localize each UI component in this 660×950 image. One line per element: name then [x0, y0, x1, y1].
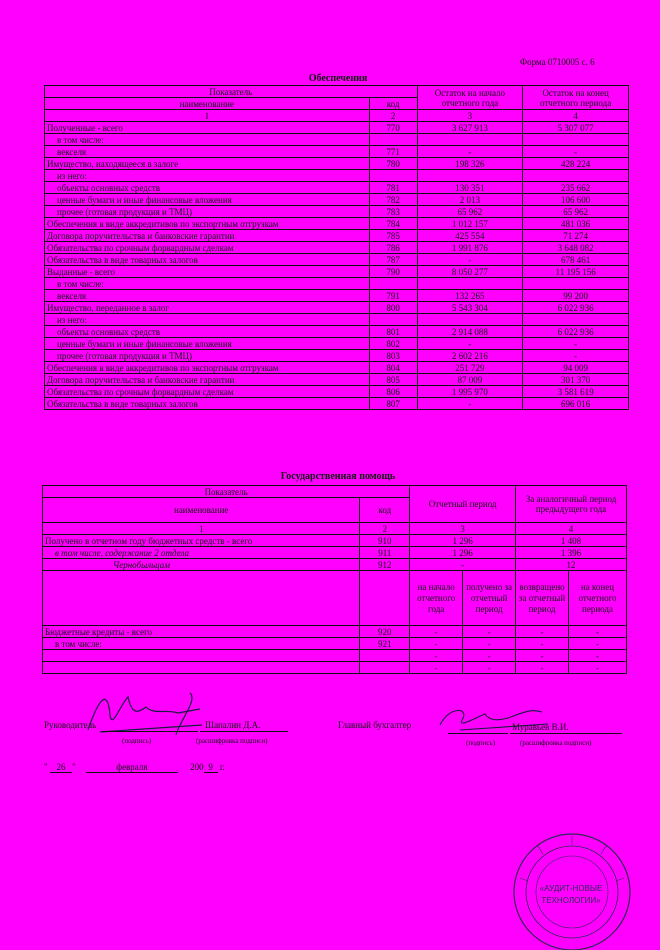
row-value: -	[410, 638, 463, 650]
row-name: Обязательства по срочным форвардным сделкам	[45, 242, 370, 254]
accountant-decode-caption: (расшифровка подписи)	[520, 739, 592, 747]
table-row	[45, 182, 629, 194]
table-row	[45, 194, 629, 206]
row-name: Обязательства в виде товарных залогов	[45, 254, 370, 266]
row-start	[417, 170, 523, 182]
accountant-sign-caption: (подпись)	[466, 739, 496, 747]
row-code: 785	[369, 230, 417, 242]
row-start: -	[417, 398, 523, 410]
col-number: 1	[43, 523, 360, 535]
row-value: 1 396	[516, 547, 627, 559]
table-row	[45, 398, 629, 410]
row-code: 787	[369, 254, 417, 266]
table-row	[45, 266, 629, 278]
row-end: -	[523, 146, 629, 158]
table-row	[45, 218, 629, 230]
row-start: 132 265	[417, 290, 523, 302]
row-code: 803	[369, 350, 417, 362]
row-code: 910	[360, 535, 410, 547]
row-code: 770	[369, 122, 417, 134]
table-row	[45, 326, 629, 338]
row-code: 780	[369, 158, 417, 170]
table-row	[45, 290, 629, 302]
row-code	[369, 314, 417, 326]
header-indicator: Показатель	[45, 86, 418, 98]
row-code: 791	[369, 290, 417, 302]
row-start: 425 554	[417, 230, 523, 242]
aid-header-indicator: Показатель	[43, 486, 410, 498]
table-row	[45, 242, 629, 254]
table-row	[45, 170, 629, 182]
row-start	[417, 278, 523, 290]
row-name: из него:	[45, 314, 370, 326]
row-code: 920	[360, 626, 410, 638]
table-row	[45, 374, 629, 386]
table-row	[45, 230, 629, 242]
row-name: Обязательства по срочным форвардным сделкам	[45, 386, 370, 398]
row-start: 251 729	[417, 362, 523, 374]
row-start: 2 013	[417, 194, 523, 206]
row-start: 3 627 913	[417, 122, 523, 134]
header-start-balance: Остаток на начало отчетного года	[417, 86, 523, 110]
table-row	[45, 146, 629, 158]
row-code: 806	[369, 386, 417, 398]
row-name: прочее (готовая продукция и ТМЦ)	[45, 350, 370, 362]
table-row	[45, 338, 629, 350]
state-aid-title: Государственная помощь	[280, 471, 396, 482]
row-value: -	[463, 650, 516, 662]
row-end: 99 200	[523, 290, 629, 302]
security-rows	[45, 122, 629, 410]
col-number: 1	[45, 110, 370, 122]
row-end: 71 274	[523, 230, 629, 242]
row-name: Бюджетные кредиты - всего	[43, 626, 360, 638]
row-name: векселя	[45, 290, 370, 302]
aid-sub-header: на конец отчетного периода	[569, 571, 627, 626]
row-end: 235 662	[523, 182, 629, 194]
security-table	[44, 85, 629, 410]
row-value: -	[516, 638, 569, 650]
row-value: -	[569, 638, 627, 650]
row-start: 2 914 088	[417, 326, 523, 338]
row-start: 130 351	[417, 182, 523, 194]
row-name: в том числе:	[43, 638, 360, 650]
row-start: 8 050 277	[417, 266, 523, 278]
date-year-suffix: 9	[204, 762, 218, 773]
table-row	[43, 638, 627, 650]
aid-sub-header: на начало отчетного года	[410, 571, 463, 626]
table-row	[45, 206, 629, 218]
row-name: Обеспечения в виде аккредитивов по экспортным отгрузкам	[45, 362, 370, 374]
row-name: Выданные - всего	[45, 266, 370, 278]
aid-sub-header: получено за отчетный период	[463, 571, 516, 626]
row-end: 3 581 619	[523, 386, 629, 398]
row-value: -	[463, 638, 516, 650]
accountant-label: Главный бухгалтер	[338, 720, 412, 730]
row-code	[369, 134, 417, 146]
row-value: 1 296	[410, 535, 516, 547]
row-start	[417, 314, 523, 326]
row-code: 801	[369, 326, 417, 338]
row-value: -	[463, 662, 516, 674]
state-aid-table	[42, 485, 627, 674]
row-start: 1 991 876	[417, 242, 523, 254]
row-end: 301 370	[523, 374, 629, 386]
head-sign-caption: (подпись)	[122, 737, 152, 745]
col-number: 2	[360, 523, 410, 535]
row-value: 12	[516, 559, 627, 571]
head-label: Руководитель	[44, 720, 97, 730]
row-value: -	[569, 626, 627, 638]
row-start: 65 962	[417, 206, 523, 218]
row-name: из него:	[45, 170, 370, 182]
row-code: 784	[369, 218, 417, 230]
row-code: 911	[360, 547, 410, 559]
row-end: 6 022 936	[523, 302, 629, 314]
row-name: в том числе, содержание 2 отдела	[43, 547, 360, 559]
row-value: -	[516, 650, 569, 662]
row-start: 198 326	[417, 158, 523, 170]
col-number: 3	[410, 523, 516, 535]
form-number: Форма 0710005 с. 6	[520, 57, 595, 67]
table-row	[45, 302, 629, 314]
table-row	[43, 650, 627, 662]
aid-header-period: Отчетный период	[410, 486, 516, 523]
table-row	[45, 362, 629, 374]
security-title: Обеспечения	[308, 73, 368, 84]
row-name: Договора поручительства и банковские гарантии	[45, 374, 370, 386]
row-code: 790	[369, 266, 417, 278]
head-decode-caption: (расшифровка подписи)	[196, 737, 268, 745]
row-value: 1 408	[516, 535, 627, 547]
row-start	[417, 134, 523, 146]
row-start: -	[417, 146, 523, 158]
date-year-prefix: 200	[190, 762, 204, 772]
row-name: ценные бумаги и иные финансовые вложения	[45, 338, 370, 350]
row-code	[369, 278, 417, 290]
table-row	[43, 559, 627, 571]
table-row	[43, 547, 627, 559]
aid-header-name: наименование	[43, 498, 360, 523]
row-end: 106 600	[523, 194, 629, 206]
row-start: 2 602 216	[417, 350, 523, 362]
row-name: объекты основных средств	[45, 326, 370, 338]
row-code: 786	[369, 242, 417, 254]
row-value: -	[569, 662, 627, 674]
row-end	[523, 170, 629, 182]
row-value: -	[410, 626, 463, 638]
row-start: 87 009	[417, 374, 523, 386]
row-code: 771	[369, 146, 417, 158]
table-row	[45, 254, 629, 266]
row-name: в том числе:	[45, 134, 370, 146]
row-code: 800	[369, 302, 417, 314]
row-name: прочее (готовая продукция и ТМЦ)	[45, 206, 370, 218]
table-row	[45, 350, 629, 362]
row-code: 782	[369, 194, 417, 206]
table-row	[45, 122, 629, 134]
row-start: 5 543 304	[417, 302, 523, 314]
col-number: 3	[417, 110, 523, 122]
row-name: ценные бумаги и иные финансовые вложения	[45, 194, 370, 206]
head-name: Шапалин Д.А.	[205, 720, 261, 730]
accountant-sign-line	[448, 732, 508, 734]
row-value: -	[410, 559, 516, 571]
row-name: Полученные - всего	[45, 122, 370, 134]
row-code: 912	[360, 559, 410, 571]
row-name: Чернобыльцам	[43, 559, 360, 571]
aid-sub-header: возвращено за отчетный период	[516, 571, 569, 626]
row-name: Получено в отчетном году бюджетных средств - всего	[43, 535, 360, 547]
row-code: 805	[369, 374, 417, 386]
row-name: Договора поручительства и банковские гарантии	[45, 230, 370, 242]
date-quote-close: "	[71, 762, 76, 772]
row-end: 65 962	[523, 206, 629, 218]
row-value: -	[410, 662, 463, 674]
row-name: Обязательства в виде товарных залогов	[45, 398, 370, 410]
stamp-text: «АУДИТ-НОВЫЕ ТЕХНОЛОГИИ»	[539, 884, 603, 905]
row-end: 5 307 077	[523, 122, 629, 134]
row-name: Имущество, находящееся в залоге	[45, 158, 370, 170]
table-row	[43, 626, 627, 638]
row-end: 94 009	[523, 362, 629, 374]
row-code: 921	[360, 638, 410, 650]
row-end: 428 224	[523, 158, 629, 170]
row-end: -	[523, 338, 629, 350]
row-name: векселя	[45, 146, 370, 158]
date-year-g: г.	[219, 762, 225, 772]
row-start: -	[417, 254, 523, 266]
row-end: 3 648 082	[523, 242, 629, 254]
row-value: -	[516, 662, 569, 674]
table-row	[43, 662, 627, 674]
row-value: -	[516, 626, 569, 638]
row-code: 783	[369, 206, 417, 218]
header-code: код	[369, 98, 417, 110]
table-row	[43, 535, 627, 547]
row-code: 804	[369, 362, 417, 374]
row-end: -	[523, 350, 629, 362]
row-end: 481 036	[523, 218, 629, 230]
aid-header-code: код	[360, 498, 410, 523]
table-row	[45, 386, 629, 398]
row-value: -	[410, 650, 463, 662]
row-end: 678 461	[523, 254, 629, 266]
row-name: Имущество, переданное в залог	[45, 302, 370, 314]
row-start: 1 012 157	[417, 218, 523, 230]
date-day: 26	[50, 762, 72, 773]
date-quote-open: "	[44, 762, 48, 772]
row-code	[369, 170, 417, 182]
date-line	[44, 762, 225, 773]
row-code: 807	[369, 398, 417, 410]
head-sign-line	[102, 730, 198, 732]
row-start: 1 995 970	[417, 386, 523, 398]
row-code: 781	[369, 182, 417, 194]
row-end	[523, 134, 629, 146]
table-row	[45, 134, 629, 146]
row-code: 802	[369, 338, 417, 350]
accountant-name: Муравьев В.И.	[512, 722, 569, 732]
header-name: наименование	[45, 98, 370, 110]
col-number: 4	[516, 523, 627, 535]
row-name: Обеспечения в виде аккредитивов по экспортным отгрузкам	[45, 218, 370, 230]
row-end: 6 022 936	[523, 326, 629, 338]
table-row	[45, 158, 629, 170]
row-value: 1 296	[410, 547, 516, 559]
row-end: 11 195 156	[523, 266, 629, 278]
row-value: -	[569, 650, 627, 662]
row-value: -	[463, 626, 516, 638]
aid-header-prev-period: За аналогичный период предыдущего года	[516, 486, 627, 523]
header-end-balance: Остаток на конец отчетного периода	[523, 86, 629, 110]
row-end	[523, 278, 629, 290]
date-month: февраля	[86, 762, 178, 773]
table-row	[45, 278, 629, 290]
row-name: объекты основных средств	[45, 182, 370, 194]
row-end	[523, 314, 629, 326]
head-name-line	[200, 730, 288, 732]
accountant-name-line	[510, 732, 622, 734]
row-name: в том числе:	[45, 278, 370, 290]
row-end: 696 016	[523, 398, 629, 410]
table-row	[45, 314, 629, 326]
row-start: -	[417, 338, 523, 350]
col-number: 2	[369, 110, 417, 122]
col-number: 4	[523, 110, 629, 122]
